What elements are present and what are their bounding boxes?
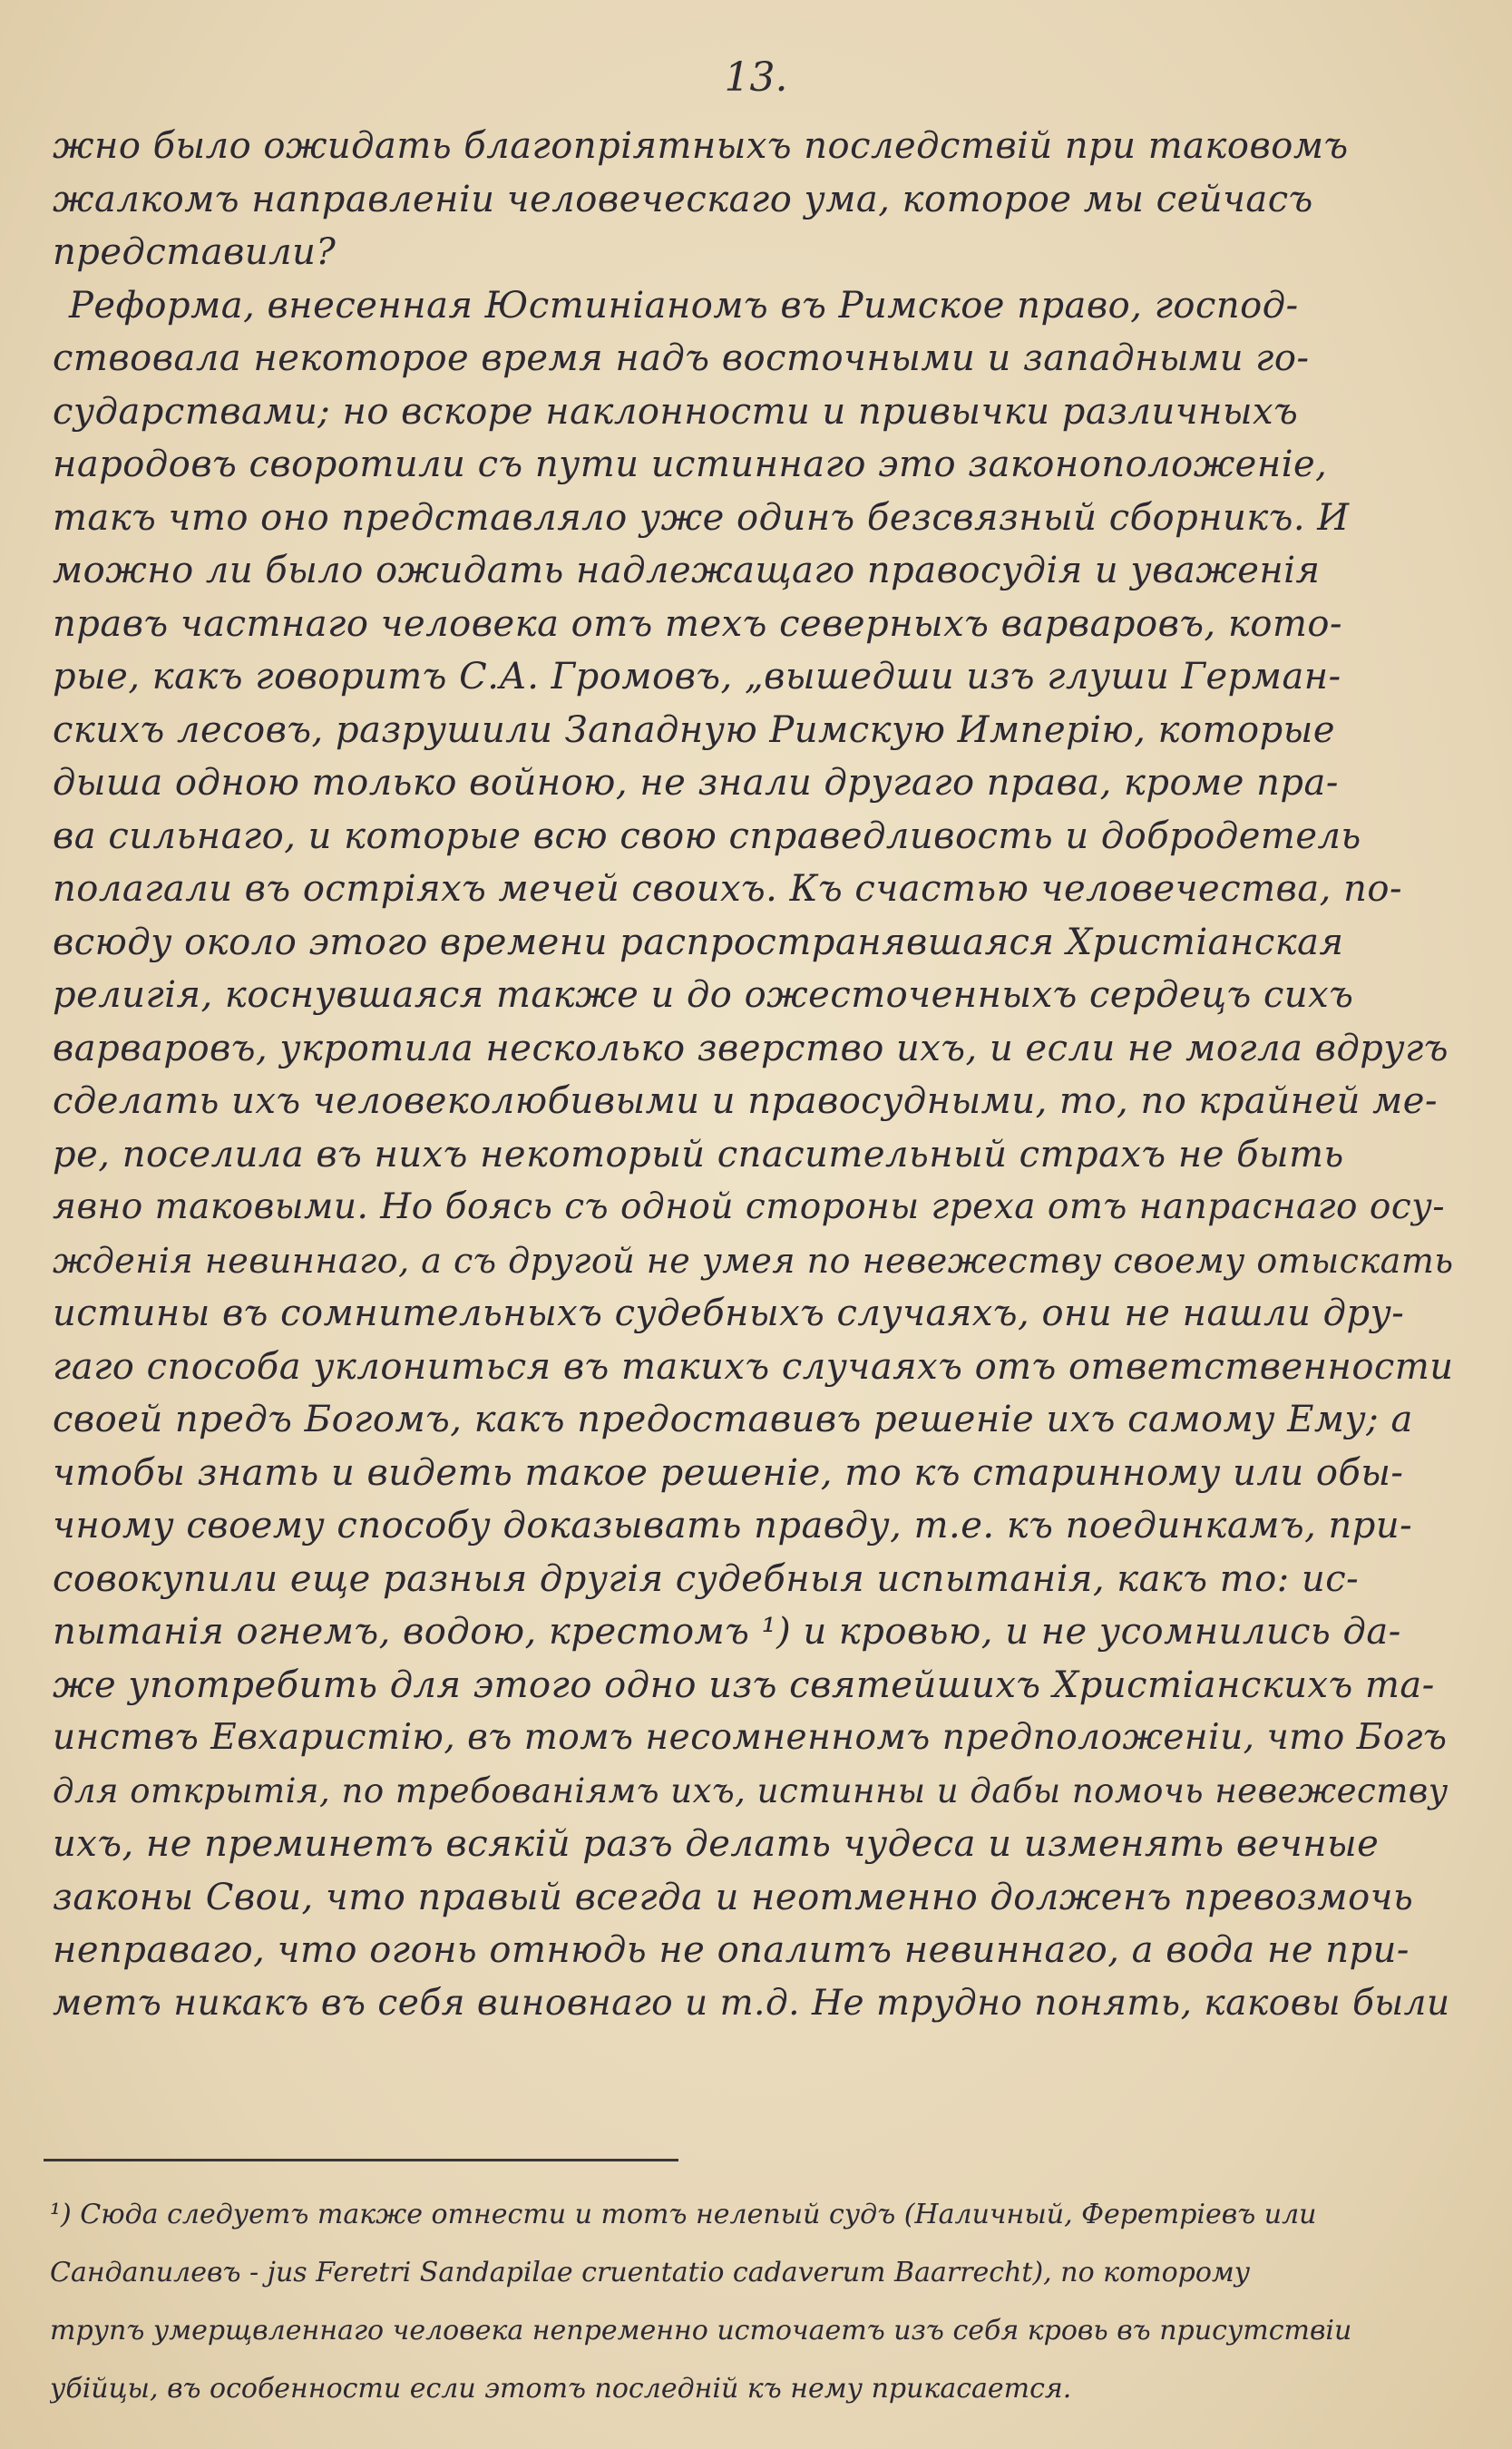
text-line: сударствами; но вскоре наклонности и привычки различныхъ	[53, 390, 1299, 433]
text-line: религія, коснувшаяся также и до ожесточенныхъ сердецъ сихъ	[53, 974, 1354, 1016]
text-line: ва сильнаго, и которые всю свою справедливость и добродетель	[53, 815, 1361, 857]
text-line: гаго способа уклониться въ такихъ случаяхъ отъ ответственности	[53, 1345, 1454, 1388]
footnote-line: убійцы, въ особенности если этотъ последній къ нему прикасается.	[50, 2373, 1072, 2405]
text-line: чтобы знать и видеть такое решеніе, то къ старинному или обы-	[53, 1451, 1404, 1494]
text-line: дыша одною только войною, не знали другаго права, кроме пра-	[53, 762, 1339, 804]
text-line: своей предъ Богомъ, какъ предоставивъ решеніе ихъ самому Ему; а	[53, 1399, 1413, 1440]
footnote-line: ¹) Сюда следуетъ также отнести и тотъ нелепый судъ (Наличный, Феретріевъ или	[50, 2199, 1317, 2230]
text-line: полагали въ остріяхъ мечей своихъ. Къ счастью человечества, по-	[53, 868, 1402, 910]
text-line: правъ частнаго человека отъ техъ северныхъ варваровъ, кото-	[53, 602, 1342, 645]
text-line: неправаго, что огонь отнюдь не опалитъ невиннаго, а вода не при-	[53, 1929, 1410, 1971]
text-line: ихъ, не преминетъ всякій разъ делать чудеса и изменять вечные	[53, 1823, 1380, 1865]
text-line: инствъ Евхаристію, въ томъ несомненномъ предположеніи, что Богъ	[53, 1717, 1448, 1758]
text-line: для открытія, по требованіямъ ихъ, истинны и дабы помочь невежеству	[53, 1771, 1449, 1810]
main-text	[53, 120, 1458, 2030]
text-line: жалкомъ направленіи человеческаго ума, которое мы сейчасъ	[53, 178, 1313, 220]
text-line: совокупили еще разныя другія судебныя испытанія, какъ то: ис-	[53, 1557, 1360, 1600]
footnote-divider	[44, 2159, 678, 2161]
text-line: жно было ожидать благопріятныхъ последствій при таковомъ	[53, 125, 1349, 167]
footnotes	[50, 2186, 1465, 2418]
text-line: такъ что оно представляло уже одинъ безсвязный сборникъ. И	[53, 496, 1350, 539]
footnote-line: Сандапилевъ - jus Feretri Sandapilae cruentatio cadaverum Baarrecht), по которому	[50, 2257, 1251, 2288]
text-line: ре, поселила въ нихъ некоторый спасительный страхъ не быть	[53, 1133, 1344, 1176]
text-line: жденія невиннаго, а съ другой не умея по невежеству своему отыскать	[53, 1240, 1454, 1281]
text-line: можно ли было ожидать надлежащаго правосудія и уваженія	[53, 550, 1321, 591]
text-line: метъ никакъ въ себя виновнаго и т.д. Не трудно понять, каковы были	[53, 1982, 1450, 2024]
page-number: 13.	[724, 54, 788, 101]
text-line: истины въ сомнительныхъ судебныхъ случаяхъ, они не нашли дру-	[53, 1293, 1405, 1334]
paragraph-start-line: Реформа, внесенная Юстиніаномъ въ Римское право, господ-	[69, 284, 1299, 327]
text-line: представили?	[53, 231, 337, 273]
text-line: чному своему способу доказывать правду, т.е. къ поединкамъ, при-	[53, 1505, 1413, 1546]
text-line: сделать ихъ человеколюбивыми и правосудными, то, по крайней ме-	[53, 1080, 1438, 1122]
text-line: варваровъ, укротила несколько зверство ихъ, и если не могла вдругъ	[53, 1027, 1449, 1069]
text-line: же употребить для этого одно изъ святейшихъ Христіанскихъ та-	[53, 1664, 1435, 1706]
footnote-line: трупъ умерщвленнаго человека непременно источаетъ изъ себя кровь въ присутствіи	[50, 2315, 1352, 2347]
text-line: скихъ лесовъ, разрушили Западную Римскую Имперію, которые	[53, 708, 1335, 751]
text-line: ствовала некоторое время надъ восточными и западными го-	[53, 337, 1310, 379]
text-line: законы Свои, что правый всегда и неотменно долженъ превозмочь	[53, 1876, 1414, 1918]
text-line: рые, какъ говоритъ С.А. Громовъ, „вышедши изъ глуши Герман-	[53, 656, 1341, 698]
text-line: пытанія огнемъ, водою, крестомъ ¹) и кровью, и не усомнились да-	[53, 1611, 1401, 1653]
text-line: явно таковыми. Но боясь съ одной стороны греха отъ напраснаго осу-	[53, 1186, 1445, 1227]
text-line: всюду около этого времени распространявшаяся Христіанская	[53, 921, 1344, 963]
text-line: народовъ своротили съ пути истиннаго это законоположеніе,	[53, 444, 1328, 485]
